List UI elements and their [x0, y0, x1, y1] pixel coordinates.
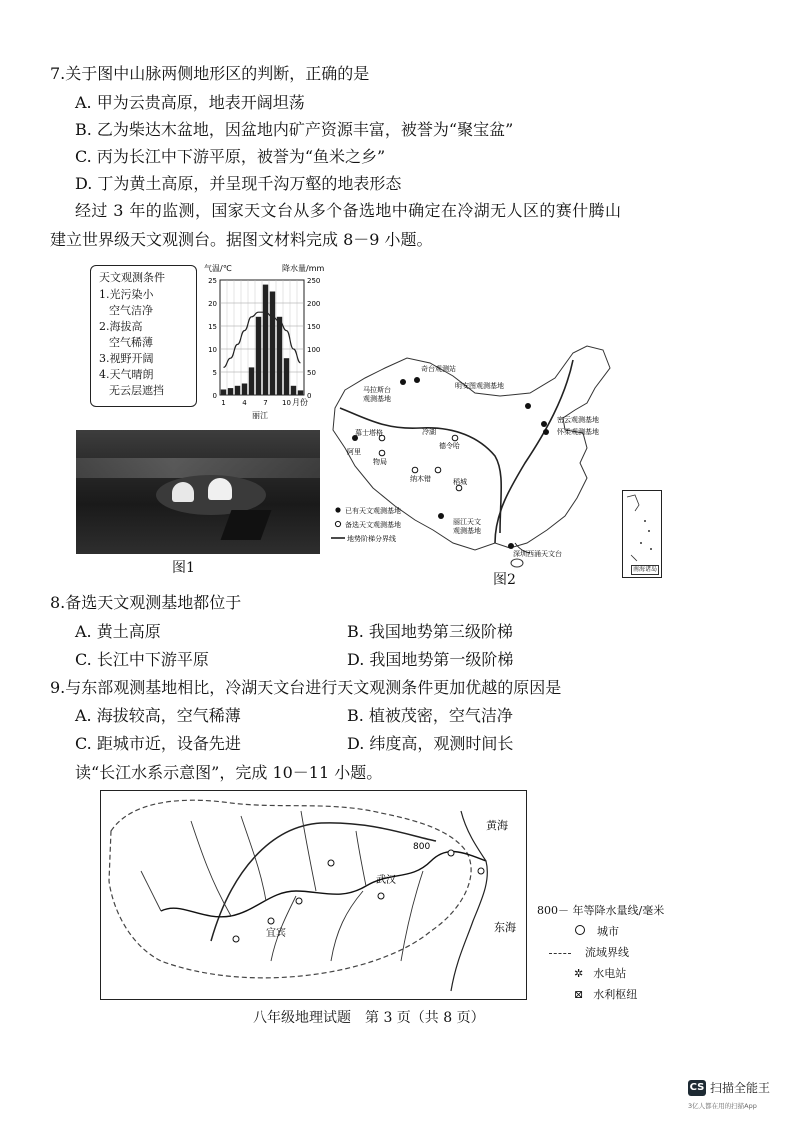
q8-option-b: B. 我国地势第三级阶梯	[347, 622, 513, 641]
q7-option-a: A. 甲为云贵高原，地表开阔坦荡	[75, 93, 305, 112]
label-ali: 阿里	[347, 448, 361, 456]
legend-candidate: 备选天文观测基地	[345, 521, 401, 529]
precip-bar	[277, 317, 282, 395]
site-dot	[525, 403, 531, 409]
q9-option-d: D. 纬度高，观测时间长	[347, 734, 514, 753]
tributary	[331, 891, 363, 961]
dome-left	[172, 482, 194, 502]
label-lenghu: 冷湖	[422, 428, 436, 436]
precip-bar	[221, 389, 226, 395]
label-donghai: 东海	[494, 921, 516, 934]
q8-option-c: C. 长江中下游平原	[75, 650, 209, 669]
q9-option-c: C. 距城市近，设备先进	[75, 734, 241, 753]
city-dot	[296, 898, 302, 904]
city-dot	[378, 893, 384, 899]
q9-option-b: B. 植被茂密，空气洁净	[347, 706, 513, 725]
legend-city-label: 城市	[597, 925, 619, 938]
precip-bar	[235, 386, 240, 395]
foreground-rocks	[221, 510, 272, 540]
candidate-dot	[412, 467, 418, 473]
yangtze-legend	[537, 900, 664, 1005]
right-axis-ticks	[307, 277, 320, 400]
conditions-item: 2.海拔高	[99, 320, 143, 333]
q7-stem: 7.关于图中山脉两侧地形区的判断，正确的是	[50, 64, 370, 83]
y-right-label: 降水量/mm	[282, 264, 325, 273]
fig2-caption: 图2	[493, 572, 516, 588]
fig1-caption: 图1	[172, 560, 195, 576]
q7-option-c: C. 丙为长江中下游平原，被誉为“鱼米之乡”	[75, 147, 386, 166]
legend-isohyet: 800－ 年等降水量线/毫米	[537, 904, 665, 917]
site-dot	[438, 513, 444, 519]
label-delingha: 德令哈	[439, 442, 460, 450]
label-huanghai: 黄海	[486, 819, 508, 832]
basin-boundary	[109, 800, 471, 978]
right-tick-label: 150	[307, 323, 321, 331]
site-dot	[541, 421, 547, 427]
label-wuhan: 武汉	[376, 875, 396, 886]
legend-candidate-dot	[335, 521, 340, 526]
climate-grid	[220, 280, 304, 395]
legend-step-line: 地势阶梯分界线	[347, 535, 396, 543]
right-tick-label: 0	[307, 392, 312, 400]
site-dot	[508, 543, 514, 549]
precip-bar	[291, 386, 296, 395]
label-lijiang2: 观测基地	[453, 527, 481, 535]
label-lijiang1: 丽江天文	[453, 518, 481, 526]
q7-option-b: B. 乙为柴达木盆地，因盆地内矿产资源丰富，被誉为“聚宝盆”	[75, 120, 514, 139]
conditions-title: 天文观测条件	[99, 271, 165, 284]
label-mlst2: 观测基地	[363, 395, 391, 403]
hainan-island	[511, 559, 523, 567]
conditions-item: 无云层遮挡	[109, 384, 164, 397]
legend-city	[537, 921, 664, 942]
site-dot	[400, 379, 406, 385]
inset-label: 南海诸岛	[632, 566, 657, 573]
page-footer: 八年级地理试题 第 3 页（共 8 页）	[253, 1010, 485, 1026]
candidate-dot	[456, 485, 462, 491]
scanner-name: 扫描全能王	[710, 1081, 771, 1095]
china-map	[325, 338, 665, 583]
x-axis-label: 月份	[292, 398, 308, 407]
label-huairou: 怀柔观测基地	[557, 428, 599, 436]
label-miyun: 密云观测基地	[557, 416, 599, 424]
conditions-item: 1.光污染小	[99, 288, 154, 301]
city-dot	[478, 868, 484, 874]
legend-existing: 已有天文观测基地	[345, 507, 401, 515]
yangtze-main-river	[161, 852, 486, 917]
x-axis-ticks	[221, 399, 291, 407]
site-dot	[414, 377, 420, 383]
label-mingan: 明安图观测基地	[455, 382, 504, 390]
label-wuzhong: 物局	[373, 458, 387, 466]
q7-option-d: D. 丁为黄土高原，并呈现千沟万壑的地表形态	[75, 174, 402, 193]
left-tick-label: 0	[212, 392, 217, 400]
intro-8-9-line2: 建立世界级天文观测台。据图文材料完成 8－9 小题。	[50, 230, 433, 249]
q9-stem: 9.与东部观测基地相比，冷湖天文台进行天文观测条件更加优越的原因是	[50, 678, 562, 697]
scanner-logo: CS	[688, 1080, 706, 1096]
x-tick-label: 10	[282, 399, 291, 407]
terrain-step-line-2	[495, 360, 573, 543]
legend-hub-label: 水利枢纽	[593, 988, 638, 1001]
legend-hub	[537, 984, 664, 1005]
intro-10-11: 读“长江水系示意图”，完成 10－11 小题。	[75, 763, 383, 782]
right-tick-label: 50	[307, 369, 316, 377]
legend-hydro	[537, 963, 664, 984]
observatory-photo	[76, 430, 320, 554]
precip-bar	[242, 384, 247, 396]
label-nachang: 纳木错	[410, 475, 431, 483]
city-dot	[448, 850, 454, 856]
q8-stem: 8.备选天文观测基地都位于	[50, 593, 242, 612]
precip-bar	[249, 367, 254, 395]
city-icon	[575, 925, 585, 935]
precip-bar	[256, 317, 261, 395]
label-yibin: 宜宾	[266, 928, 286, 939]
precip-bar	[270, 292, 275, 396]
site-dot	[543, 429, 549, 435]
conditions-item: 3.视野开阔	[99, 352, 154, 365]
label-qitai: 奇台观测站	[421, 365, 456, 373]
dome-right	[208, 478, 232, 500]
conditions-item: 空气稀薄	[109, 336, 153, 349]
left-axis-ticks	[208, 277, 217, 400]
left-tick-label: 25	[208, 277, 217, 285]
x-tick-label: 7	[263, 399, 268, 407]
south-sea-inset	[622, 490, 662, 578]
q8-option-d: D. 我国地势第一级阶梯	[347, 650, 514, 669]
label-shenzhen: 深圳西涌天文台	[513, 550, 562, 558]
legend-existing-dot	[335, 507, 340, 512]
x-tick-label: 4	[242, 399, 247, 407]
intro-8-9-line1: 经过 3 年的监测，国家天文台从多个备选地中确定在冷湖无人区的赛什腾山	[75, 201, 622, 220]
yangtze-map	[101, 791, 526, 999]
isohyet-800	[211, 823, 436, 941]
precip-bar	[298, 390, 303, 395]
right-tick-label: 100	[307, 346, 321, 354]
tributary	[356, 831, 366, 886]
yangtze-map-frame	[100, 790, 527, 1000]
left-tick-label: 20	[208, 300, 217, 308]
tributary	[141, 871, 161, 911]
legend-boundary	[537, 942, 664, 963]
candidate-dot	[452, 435, 458, 441]
left-tick-label: 5	[212, 369, 217, 377]
conditions-list	[99, 287, 164, 399]
q9-option-a: A. 海拔较高，空气稀薄	[75, 706, 241, 725]
right-tick-label: 250	[307, 277, 321, 285]
label-daocheng: 稻城	[453, 478, 467, 486]
conditions-box	[90, 265, 197, 407]
candidate-dot	[435, 467, 441, 473]
tributary	[401, 871, 423, 961]
left-tick-label: 10	[208, 346, 217, 354]
label-mlst: 马拉斯台	[363, 386, 391, 394]
city-dot	[268, 918, 274, 924]
left-tick-label: 15	[208, 323, 217, 331]
right-tick-label: 200	[307, 300, 321, 308]
legend-hydro-label: 水电站	[593, 967, 627, 980]
climate-chart	[200, 262, 330, 427]
dashed-line-icon	[549, 953, 571, 954]
legend-boundary-label: 流域界线	[585, 946, 629, 959]
station-label: 丽江	[252, 411, 268, 420]
precip-bar	[284, 358, 289, 395]
coastline	[451, 811, 487, 991]
isohyet-label: 800	[413, 842, 431, 852]
y-left-label: 气温/℃	[204, 264, 232, 273]
scanner-slogan: 3亿人都在用的扫描App	[688, 1102, 757, 1110]
x-tick-label: 1	[221, 399, 226, 407]
city-dot	[328, 860, 334, 866]
candidate-dot	[379, 450, 385, 456]
water-hub-icon: ⊠	[574, 988, 584, 1001]
conditions-item: 4.天气晴朗	[99, 368, 154, 381]
city-dot	[233, 936, 239, 942]
precip-bar	[228, 388, 233, 395]
hydro-station-icon: ✲	[574, 967, 584, 980]
label-mushita: 慕士塔格	[355, 429, 383, 437]
conditions-item: 空气洁净	[109, 304, 153, 317]
precip-bar	[263, 285, 268, 395]
q8-option-a: A. 黄土高原	[75, 622, 161, 641]
